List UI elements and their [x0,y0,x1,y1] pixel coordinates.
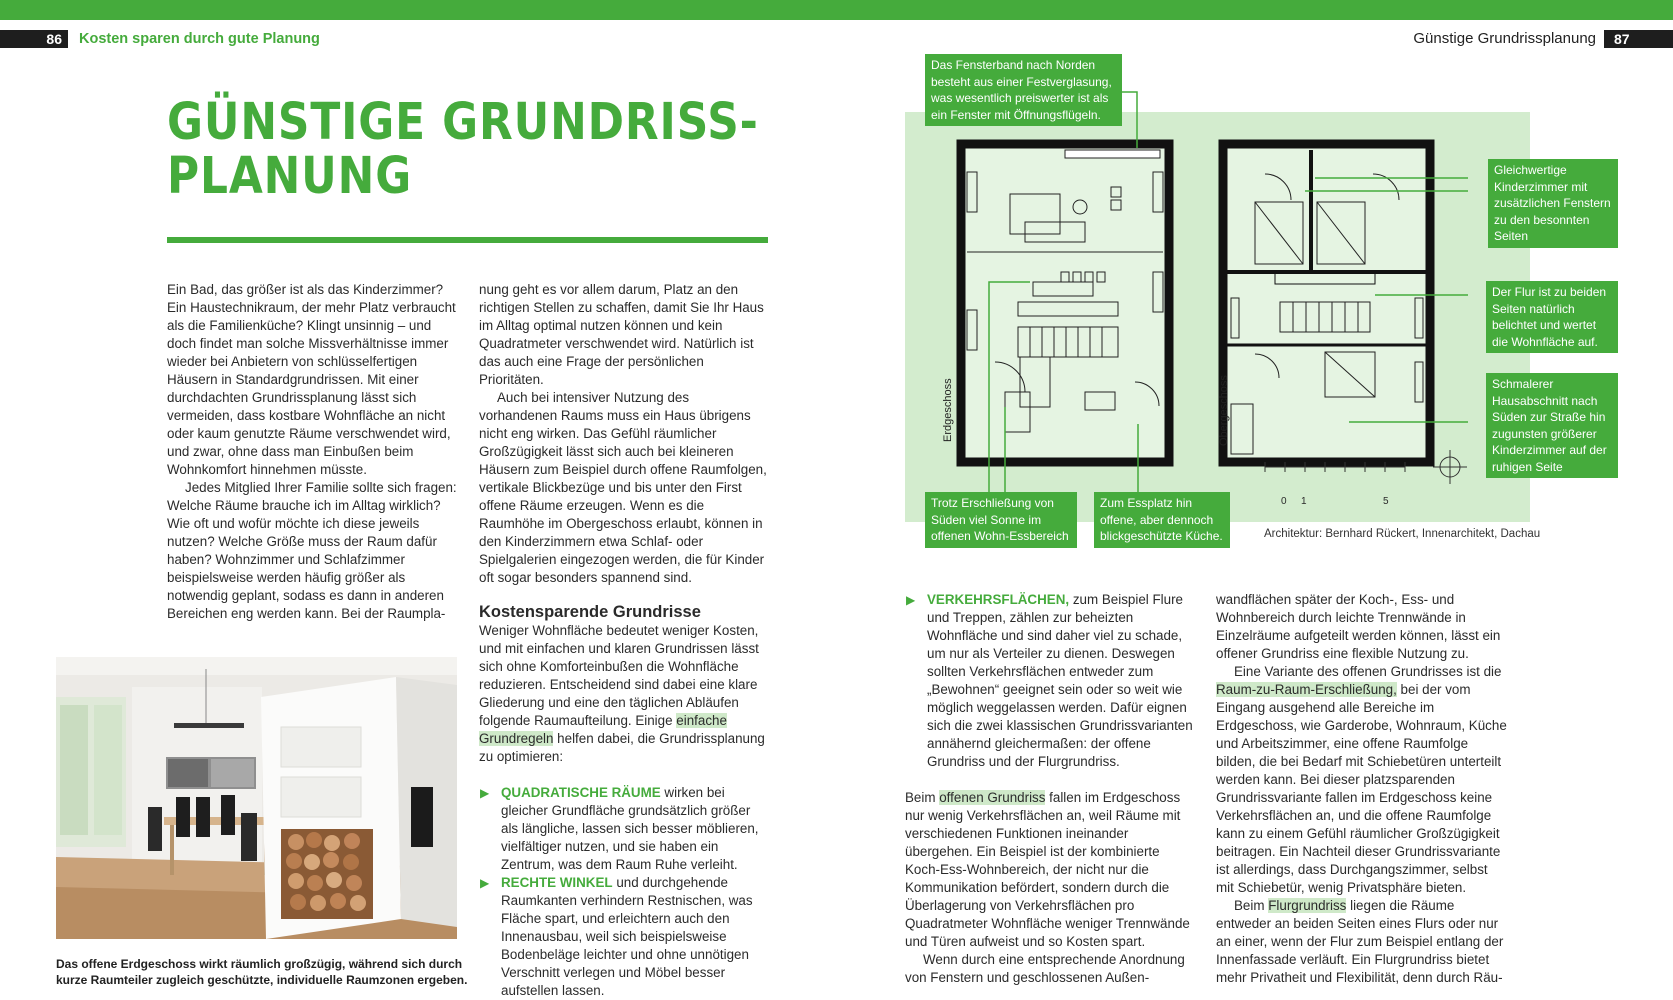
triangle-bullet-icon: ▶ [480,876,490,890]
title-line-2: PLANUNG [167,147,413,206]
floor-plans [905,112,1585,522]
label-ground-floor: Erdgeschoss [942,378,954,442]
paragraph: Beim Flurgrundriss liegen die Räume entweder an beiden Seiten eines Flurs oder nur an einer, wenn der Flur zum Beispiel entlang der Innenfassade verläuft. Ein Flurgrundriss bietet mehr Privatheit und Flexibilität, denn durch Räu- [1216,898,1504,985]
highlight: Raum-zu-Raum-Erschließung, [1216,682,1397,697]
paragraph: Beim offenen Grundriss fallen im Erdgeschoss nur wenig Verkehrsflächen an, weil Räume mit verschiedenen Funktionen ineinander übergehen. Ein Beispiel ist der kombinierte Koch-Ess-Wohnbereich, der nicht nur die Kommunikation befördert, sondern durch die Überlagerung von Verkehrsflächen pro Quadratmeter Wohnfläche weniger Trennwände und Türen aufweist und so Kosten spart. [905,790,1190,949]
triangle-bullet-icon: ▶ [480,786,490,800]
scale-label: 5 [1383,496,1389,507]
interior-photo [56,657,457,939]
callout-hallway: Der Flur ist zu beiden Seiten natürlich belichtet und wertet die Wohnfläche auf. [1486,281,1618,353]
page-title [167,93,759,206]
triangle-bullet-icon: ▶ [906,593,916,607]
paragraph: Ein Bad, das größer ist als das Kinderzimmer? Ein Haustechnikraum, der mehr Platz verbraucht als die Familienküche? Klingt unsinnig – und doch findet man solche Missverhältnisse immer wieder bei Anbietern von schlüsselfertigen Häusern in Standardgrundrissen. Mit einer durchdachten Grundrissplanung lässt sich vermeiden, dass kostbare Wohnfläche an nicht oder kaum genutzte Räume verschwendet wird, und zwar, ohne dass man Einbußen beim Wohnkomfort hinnehmen müsste. [167,282,456,477]
right-running-header: Günstige Grundrissplanung [1413,30,1596,47]
scale-label: 0 [1281,496,1287,507]
text-column-3 [905,591,1197,987]
paragraph: Auch bei intensiver Nutzung des vorhandenen Raums muss ein Haus übrigens nicht eng wirken. Das Gefühl räumlicher Großzügigkeit lässt sich auch bei kleineren Häusern zum Beispiel durch offene Raumfolgen, vertikale Blickbezüge und bis unter den First offene Räume erzeugen. Wenn es die Raumhöhe im Obergeschoss erlaubt, können in den Kinderzimmern etwa Schlaf- oder Spielgalerien eingezogen werden, die für Kinder oft sogar besonders spannend sind. [479,390,767,585]
highlight: offenen Grundriss [939,790,1046,805]
highlight: einfache Grundregeln [479,713,727,746]
left-page-number: 86 [0,30,68,48]
bullet-item: ▶ QUADRATISCHE RÄUME wirken bei gleicher Grundfläche grundsätzlich größer als längliche, lassen sich besser möblieren, vielfältiger nutzen, und sie haben ein Zentrum, was dem Raum Ruhe verleiht. [480,785,759,872]
paragraph: Jedes Mitglied Ihrer Familie sollte sich fragen: Welche Räume brauche ich im Alltag wirklich? Wie oft und wofür möchte ich diese jeweils nutzen? Welche Größe muss der Raum dafür haben? Wohnzimmer und Schlafzimmer beispielsweise werden häufig größer als notwendig geplant, sodass es dann in anderen Bereichen eng werden kann. Bei der Raumpla- [167,480,457,621]
scale-label: 1 [1301,496,1307,507]
text-column-2 [479,281,769,1000]
section-heading: Kostensparende Grundrisse [479,603,701,621]
left-running-header: Kosten sparen durch gute Planung [79,31,320,47]
callout-south-section: Schmalerer Hausabschnitt nach Süden zur Straße hin zugunsten größerer Kinderzimmer auf der ruhigen Seite [1486,373,1618,478]
paragraph: Weniger Wohnfläche bedeutet weniger Kosten, und mit einfachen und klaren Grundrissen lässt sich ohne Komforteinbußen die Wohnfläche reduzieren. Entscheidend sind dabei eine klare Gliederung und eine den täglichen Abläufen folgende Raumaufteilung. Einige einfache Grundregeln helfen dabei, die Grundrissplanung zu optimieren: [479,623,765,764]
photo-caption: Das offene Erdgeschoss wirkt räumlich großzügig, während sich durch kurze Raumteiler zugleich geschützte, individuelle Raumzonen ergeben. [56,957,468,987]
title-line-1: GÜNSTIGE GRUNDRISS- [167,93,759,152]
text-column-1 [167,281,458,623]
right-page-number: 87 [1604,30,1673,48]
paragraph: Wenn durch eine entsprechende Anordnung von Fenstern und geschlossenen Außen- [905,952,1185,985]
paragraph: nung geht es vor allem darum, Platz an den richtigen Stellen zu schaffen, damit Sie Ihr Haus im Alltag optimal nutzen können und kein Quadratmeter verschwendet wird. Natürlich ist das auch eine Frage der persönlichen Prioritäten. [479,282,764,387]
top-color-bar [0,0,1673,20]
paragraph: wandflächen später der Koch-, Ess- und Wohnbereich durch leichte Trennwände in Einzelräume aufgeteilt werden können, lässt ein offener Grundriss eine flexible Nutzung zu. [1216,592,1501,661]
callout-window-band: Das Fensterband nach Norden besteht aus einer Festverglasung, was wesentlich preiswerter ist als ein Fenster mit Öffnungsflügeln. [925,54,1122,126]
paragraph: Eine Variante des offenen Grundrisses ist die Raum-zu-Raum-Erschließung, bei der vom Eingang ausgehend alle Bereiche im Erdgeschoss, wie Garderobe, Wohnraum, Küche und Arbeitszimmer, eine offene Raumfolge bilden, die bei Bedarf mit Schiebetüren unterteilt werden kann. Bei dieser platzsparenden Grundrissvariante fallen im Erdgeschoss keine Verkehrsflächen an, und die offene Raumfolge kann zu einem Gefühl räumlicher Großzügigkeit beitragen. Ein Nachteil dieser Grundrissvariante ist allerdings, dass Durchgangszimmer, selbst mit Schiebetür, wenig Privatsphäre bieten. [1216,664,1507,895]
architect-credit: Architektur: Bernhard Rückert, Innenarchitekt, Dachau [1264,528,1541,540]
bullet-item: ▶ RECHTE WINKEL und durchgehende Raumkanten verhindern Restnischen, was Fläche spart, und erleichtern auch den Innenausbau, weil sich beispielsweise Bodenbeläge leichter und ohne unnötigen Verschnitt verlegen und Möbel besser aufstellen lassen. [480,875,753,998]
callout-children-rooms: Gleichwertige Kinderzimmer mit zusätzlichen Fenstern zu den besonnten Seiten [1488,159,1618,248]
text-column-4 [1216,591,1509,987]
title-rule [167,237,768,243]
bullet-item: ▶ VERKEHRSFLÄCHEN, zum Beispiel Flure und Treppen, zählen zur beheizten Wohnfläche und sind daher viel zu schade, um nur als Verteiler zu dienen. Deswegen sollten Verkehrsflächen entweder zum „Bewohnen“ geeignet sein oder so weit wie möglich weggelassen werden. Dafür eignen sich die zwei klassischen Grundrissvarianten annähernd gleichermaßen: der offene Grundriss und der Flurgrundriss. [906,592,1193,769]
callout-living-dining: Trotz Erschließung von Süden viel Sonne im offenen Wohn-Essbereich [925,492,1077,548]
callout-kitchen: Zum Essplatz hin offene, aber dennoch blickgeschützte Küche. [1094,492,1230,548]
highlight: Flurgrundriss [1268,898,1347,913]
label-upper-floor: Obergeschoss [1218,375,1230,446]
ground-floor-plan [961,144,1169,462]
